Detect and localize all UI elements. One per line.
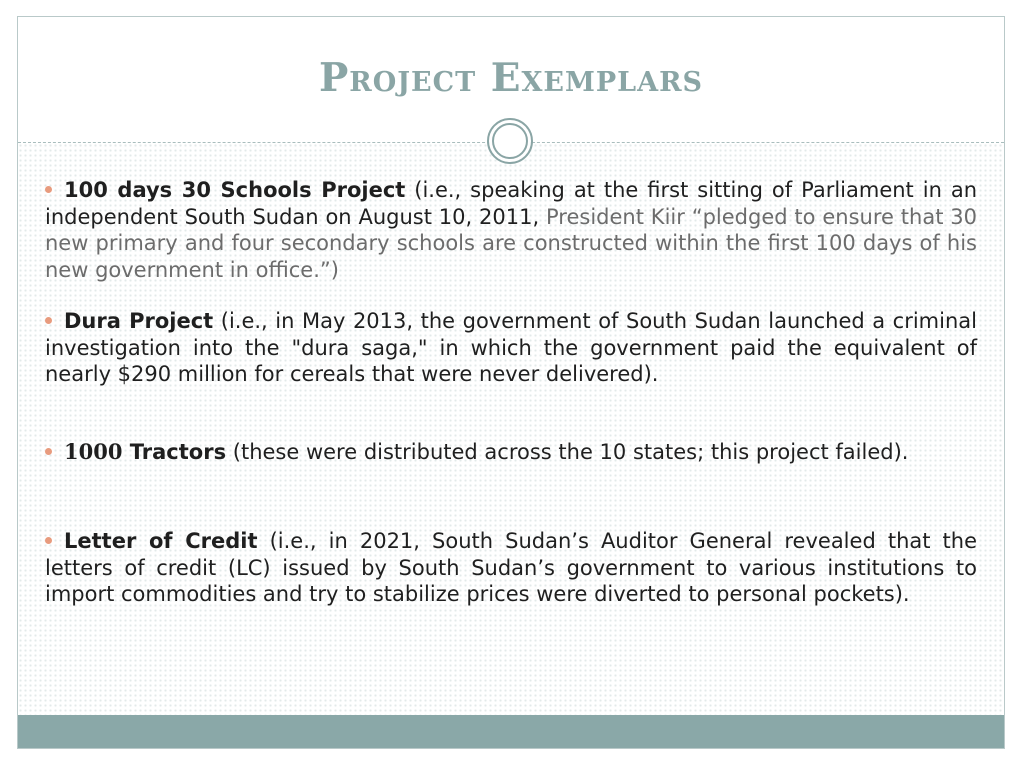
bullet-heading: Letter of Credit	[64, 529, 258, 553]
bullet-text: (i.e., in May 2013, the government of South Sudan launched a criminal investigation into the "dura saga," in which the government paid the equivalent of nearly $290 million for cereals that were never delivered).	[45, 309, 977, 386]
bullet-heading: Tractors	[122, 440, 227, 464]
bullet-dot-icon	[45, 448, 52, 455]
slide-title: Project Exemplars	[318, 55, 704, 101]
bullet-heading: 100 days 30 Schools Project	[64, 178, 406, 202]
bullet-schools-project	[45, 177, 977, 283]
bullet-dot-icon	[45, 317, 52, 324]
bullet-dura-project	[45, 308, 977, 388]
bullet-quote: President Kiir “pledged to ensure that 30 new primary and four secondary schools are constructed within the first 100 days of his new government in office.”)	[45, 204, 977, 282]
slide-content	[18, 143, 1004, 717]
bullet-letter-of-credit	[45, 528, 977, 608]
slide-frame	[17, 16, 1005, 749]
footer-bar	[18, 715, 1004, 748]
bullet-number: 1000	[64, 439, 123, 464]
bullet-text: (i.e., speaking at the first sitting of Parliament in an independent South Sudan on August 10, 2011,	[45, 178, 977, 229]
bullet-dot-icon	[45, 186, 52, 193]
bullet-text: (i.e., in 2021, South Sudan’s Auditor General revealed that the letters of credit (LC) issued by South Sudan’s government to various institutions to import commodities and try to stabilize prices were diverted to personal pockets).	[45, 529, 978, 606]
bullet-dot-icon	[45, 537, 52, 544]
bullet-text: (these were distributed across the 10 states; this project failed).	[226, 440, 909, 464]
bullet-tractors	[45, 438, 977, 466]
bullet-heading: Dura Project	[64, 309, 214, 333]
title-ornament-icon	[487, 118, 533, 164]
